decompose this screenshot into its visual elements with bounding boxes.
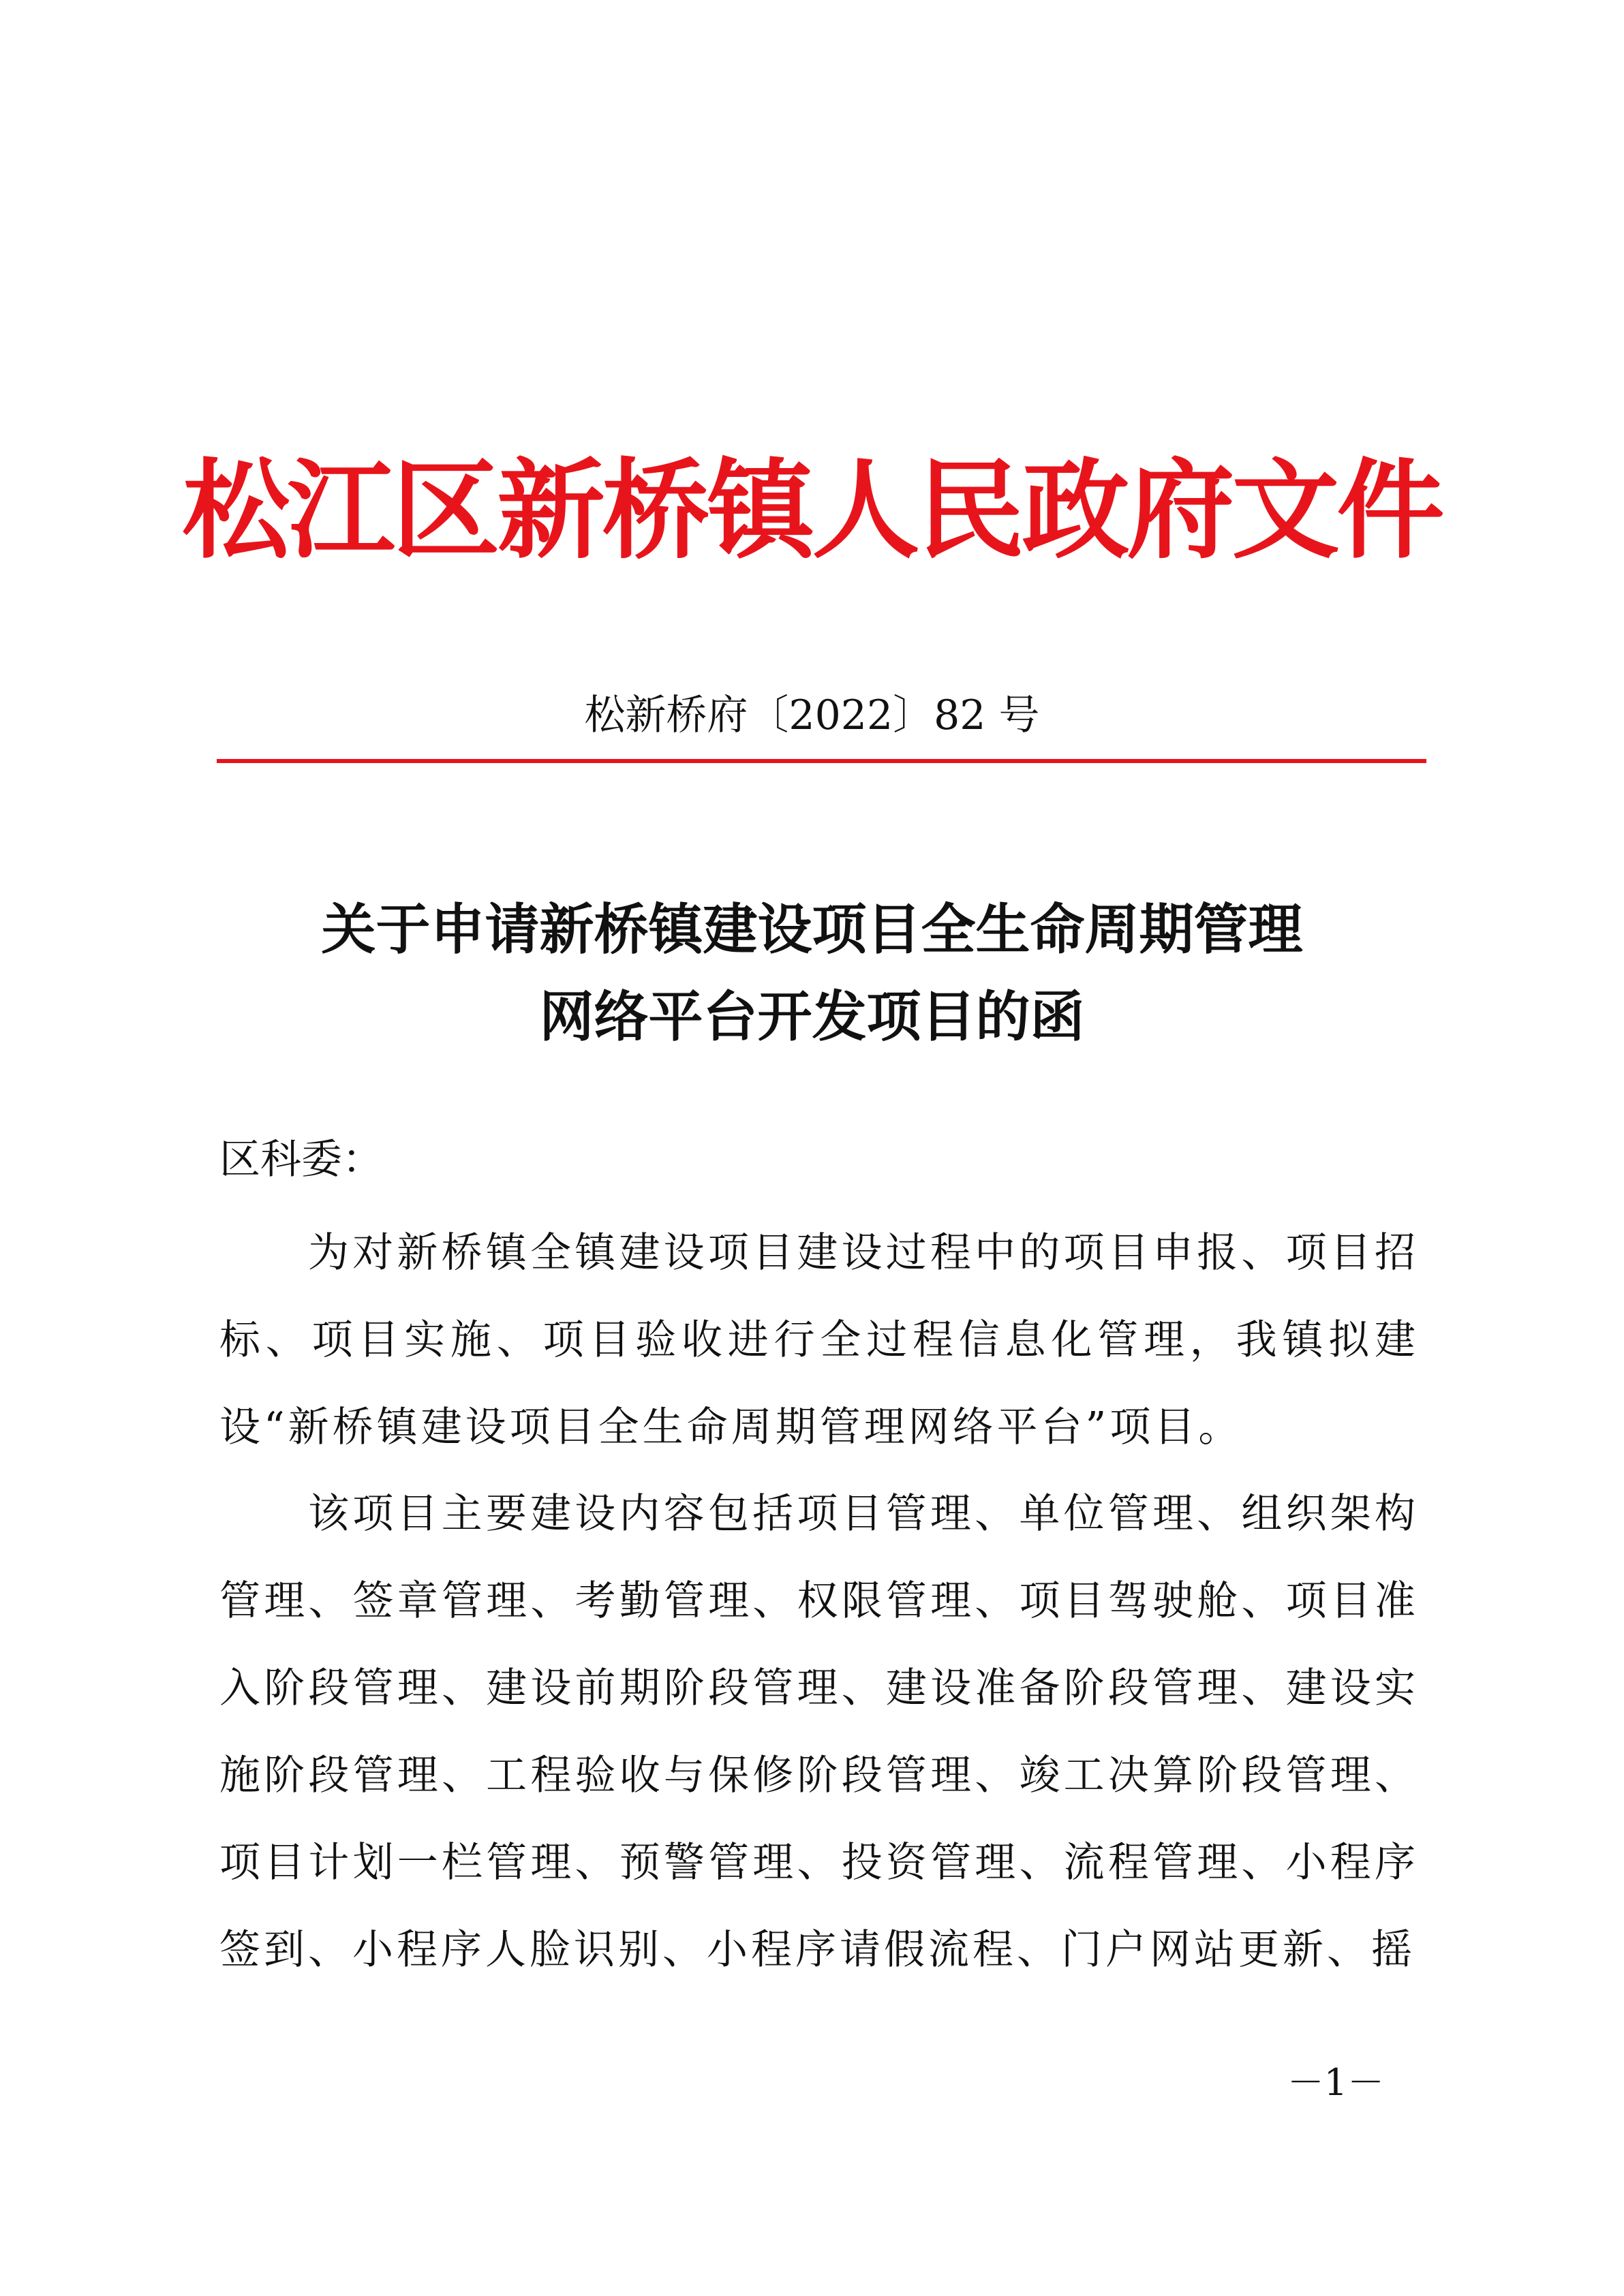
page-number: －1－ xyxy=(1287,2061,1385,2104)
body-paragraph-1: 为对新桥镇全镇建设项目建设过程中的项目申报、项目招标、项目实施、项目验收进行全过程信息化管理，我镇拟建设“新桥镇建设项目全生命周期管理网络平台”项目。 xyxy=(219,1229,1419,1451)
document-number: 松新桥府〔2022〕82 号 xyxy=(584,692,1040,739)
document-masthead: 松江区新桥镇人民政府文件 xyxy=(182,448,1442,574)
red-divider-line xyxy=(217,759,1426,763)
title-line-2: 网络平台开发项目的函 xyxy=(539,984,1085,1049)
addressee: 区科委： xyxy=(219,1136,383,1183)
title-line-1: 关于申请新桥镇建设项目全生命周期管理 xyxy=(321,897,1303,961)
body-paragraph-2: 该项目主要建设内容包括项目管理、单位管理、组织架构管理、签章管理、考勤管理、权限管理、项目驾驶舱、项目准入阶段管理、建设前期阶段管理、建设准备阶段管理、建设实施阶段管理、工程验收与保修阶段管理、竣工决算阶段管理、项目计划一栏管理、预警管理、投资管理、流程管理、小程序签到、小程序人脸识别、小程序请假流程、门户网站更新、摇 xyxy=(219,1490,1419,1974)
document-title xyxy=(0,886,1624,1060)
